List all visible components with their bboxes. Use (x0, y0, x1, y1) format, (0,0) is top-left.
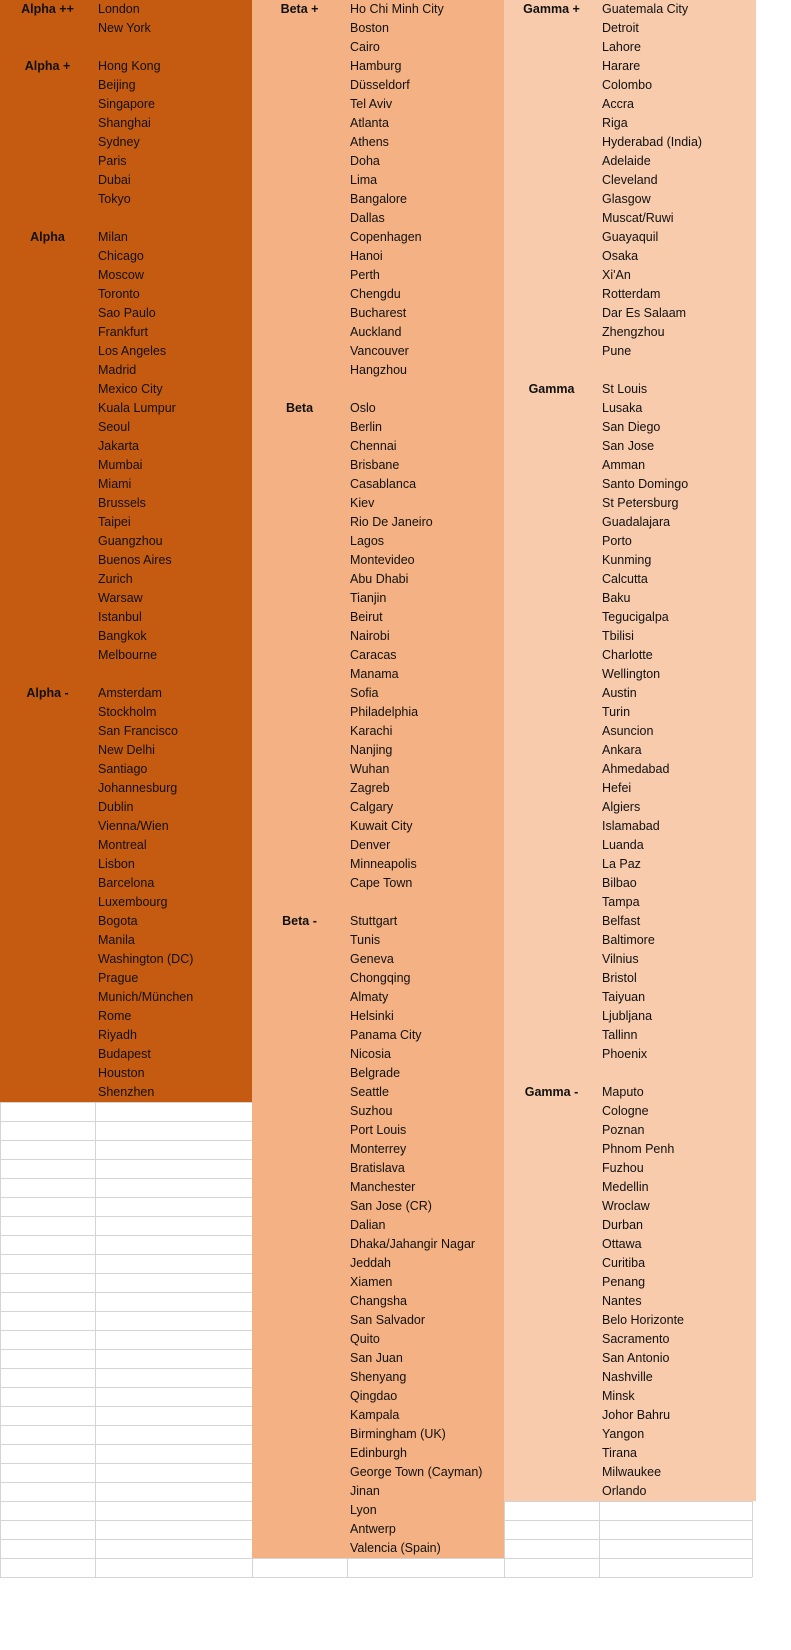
city-cell[interactable]: Toronto (98, 287, 140, 301)
city-cell[interactable]: San Diego (602, 420, 661, 434)
city-cell[interactable]: Orlando (602, 1484, 647, 1498)
city-cell[interactable]: Athens (350, 135, 389, 149)
city-cell[interactable]: Lahore (602, 40, 641, 54)
tier-label-cell[interactable]: Gamma - (524, 1085, 579, 1099)
city-cell[interactable]: Austin (602, 686, 637, 700)
city-cell[interactable]: Dhaka/Jahangir Nagar (350, 1237, 476, 1251)
city-cell[interactable]: Riga (602, 116, 628, 130)
city-cell[interactable]: Buenos Aires (98, 553, 172, 567)
city-cell[interactable]: Belo Horizonte (602, 1313, 684, 1327)
city-cell[interactable]: Minsk (602, 1389, 635, 1403)
city-cell[interactable]: Caracas (350, 648, 397, 662)
city-cell[interactable]: Taipei (98, 515, 131, 529)
city-cell[interactable]: Calgary (350, 800, 394, 814)
city-cell[interactable]: San Jose (602, 439, 655, 453)
city-cell[interactable]: New York (98, 21, 151, 35)
city-cell[interactable]: Washington (DC) (98, 952, 194, 966)
tier-label-cell[interactable]: Alpha (30, 230, 65, 244)
city-cell[interactable]: San Francisco (98, 724, 178, 738)
city-cell[interactable]: Singapore (98, 97, 155, 111)
city-cell[interactable]: Milwaukee (602, 1465, 662, 1479)
city-cell[interactable]: Turin (602, 705, 631, 719)
city-cell[interactable]: Chongqing (350, 971, 411, 985)
city-cell[interactable]: Asuncion (602, 724, 654, 738)
city-cell[interactable]: Dar Es Salaam (602, 306, 687, 320)
city-cell[interactable]: Sao Paulo (98, 306, 156, 320)
city-cell[interactable]: Penang (602, 1275, 646, 1289)
city-cell[interactable]: Nanjing (350, 743, 393, 757)
city-cell[interactable]: Ho Chi Minh City (350, 2, 444, 16)
city-cell[interactable]: Montevideo (350, 553, 415, 567)
city-cell[interactable]: Helsinki (350, 1009, 394, 1023)
city-cell[interactable]: Santiago (98, 762, 148, 776)
city-cell[interactable]: Xi'An (602, 268, 631, 282)
city-cell[interactable]: Rotterdam (602, 287, 661, 301)
city-cell[interactable]: Vilnius (602, 952, 639, 966)
city-cell[interactable]: Lima (350, 173, 378, 187)
city-cell[interactable]: Chengdu (350, 287, 401, 301)
city-cell[interactable]: Taiyuan (602, 990, 646, 1004)
tier-label-cell[interactable]: Gamma + (523, 2, 580, 16)
city-cell[interactable]: Harare (602, 59, 641, 73)
city-cell[interactable]: Philadelphia (350, 705, 419, 719)
city-cell[interactable]: Kiev (350, 496, 375, 510)
city-cell[interactable]: Pune (602, 344, 632, 358)
city-cell[interactable]: Doha (350, 154, 380, 168)
city-cell[interactable]: Charlotte (602, 648, 653, 662)
city-cell[interactable]: Panama City (350, 1028, 422, 1042)
city-cell[interactable]: Calcutta (602, 572, 648, 586)
city-cell[interactable]: Beijing (98, 78, 136, 92)
city-cell[interactable]: Ottawa (602, 1237, 642, 1251)
city-cell[interactable]: Algiers (602, 800, 641, 814)
city-cell[interactable]: Suzhou (350, 1104, 393, 1118)
city-cell[interactable]: Maputo (602, 1085, 644, 1099)
city-cell[interactable]: Mexico City (98, 382, 163, 396)
city-cell[interactable]: Houston (98, 1066, 145, 1080)
city-cell[interactable]: Baltimore (602, 933, 655, 947)
city-cell[interactable]: San Antonio (602, 1351, 670, 1365)
city-cell[interactable]: Porto (602, 534, 632, 548)
city-cell[interactable]: Abu Dhabi (350, 572, 409, 586)
city-cell[interactable]: Rome (98, 1009, 132, 1023)
city-cell[interactable]: Adelaide (602, 154, 651, 168)
city-cell[interactable]: Hyderabad (India) (602, 135, 703, 149)
city-cell[interactable]: Xiamen (350, 1275, 393, 1289)
city-cell[interactable]: Jinan (350, 1484, 380, 1498)
city-cell[interactable]: Frankfurt (98, 325, 149, 339)
city-cell[interactable]: Munich/München (98, 990, 194, 1004)
city-cell[interactable]: Barcelona (98, 876, 155, 890)
city-cell[interactable]: Sydney (98, 135, 140, 149)
city-cell[interactable]: Johor Bahru (602, 1408, 671, 1422)
city-cell[interactable]: Mumbai (98, 458, 143, 472)
city-cell[interactable]: Bangalore (350, 192, 407, 206)
city-cell[interactable]: Almaty (350, 990, 389, 1004)
city-cell[interactable]: Nashville (602, 1370, 653, 1384)
city-cell[interactable]: Glasgow (602, 192, 651, 206)
city-cell[interactable]: Oslo (350, 401, 376, 415)
city-cell[interactable]: Hanoi (350, 249, 383, 263)
city-cell[interactable]: Johannesburg (98, 781, 178, 795)
city-cell[interactable]: Seoul (98, 420, 130, 434)
city-cell[interactable]: Ahmedabad (602, 762, 670, 776)
city-cell[interactable]: Edinburgh (350, 1446, 407, 1460)
city-cell[interactable]: Zagreb (350, 781, 390, 795)
city-cell[interactable]: Bangkok (98, 629, 147, 643)
city-cell[interactable]: Hong Kong (98, 59, 161, 73)
city-cell[interactable]: Durban (602, 1218, 643, 1232)
city-cell[interactable]: Lisbon (98, 857, 135, 871)
city-cell[interactable]: Bucharest (350, 306, 407, 320)
city-cell[interactable]: George Town (Cayman) (350, 1465, 483, 1479)
grid-row-line (0, 1558, 752, 1559)
tier-label-cell[interactable]: Beta (285, 401, 314, 415)
tier-label-cell[interactable]: Beta + (280, 2, 319, 16)
city-cell[interactable]: Auckland (350, 325, 402, 339)
city-cell[interactable]: Tegucigalpa (602, 610, 669, 624)
city-cell[interactable]: San Jose (CR) (350, 1199, 432, 1213)
city-cell[interactable]: Sofia (350, 686, 379, 700)
city-cell[interactable]: Qingdao (350, 1389, 398, 1403)
city-cell[interactable]: Dalian (350, 1218, 386, 1232)
city-cell[interactable]: Warsaw (98, 591, 143, 605)
city-cell[interactable]: Cleveland (602, 173, 658, 187)
city-cell[interactable]: Bristol (602, 971, 637, 985)
city-cell[interactable]: Beirut (350, 610, 383, 624)
city-cell[interactable]: Brussels (98, 496, 146, 510)
city-cell[interactable]: Minneapolis (350, 857, 417, 871)
city-cell[interactable]: La Paz (602, 857, 641, 871)
city-cell[interactable]: Nantes (602, 1294, 642, 1308)
grid-row-line (0, 1577, 752, 1578)
city-cell[interactable]: Tbilisi (602, 629, 634, 643)
city-cell[interactable]: Cape Town (350, 876, 413, 890)
city-cell[interactable]: Accra (602, 97, 634, 111)
city-cell[interactable]: Changsha (350, 1294, 407, 1308)
city-cell[interactable]: Muscat/Ruwi (602, 211, 674, 225)
city-cell[interactable]: Colombo (602, 78, 653, 92)
city-cell[interactable]: Cairo (350, 40, 380, 54)
city-cell[interactable]: Antwerp (350, 1522, 396, 1536)
city-cell[interactable]: Phnom Penh (602, 1142, 675, 1156)
city-cell[interactable]: Geneva (350, 952, 394, 966)
city-cell[interactable]: Belgrade (350, 1066, 401, 1080)
city-cell[interactable]: St Petersburg (602, 496, 679, 510)
city-cell[interactable]: Prague (98, 971, 139, 985)
city-cell[interactable]: Dallas (350, 211, 385, 225)
city-cell[interactable]: Düsseldorf (350, 78, 410, 92)
city-cell[interactable]: Lyon (350, 1503, 377, 1517)
city-cell[interactable]: Medellin (602, 1180, 649, 1194)
city-cell[interactable]: New Delhi (98, 743, 155, 757)
city-cell[interactable]: Dublin (98, 800, 134, 814)
city-cell[interactable]: Copenhagen (350, 230, 422, 244)
city-cell[interactable]: Curitiba (602, 1256, 646, 1270)
city-cell[interactable]: Berlin (350, 420, 382, 434)
city-cell[interactable]: Santo Domingo (602, 477, 689, 491)
city-cell[interactable]: Tel Aviv (350, 97, 393, 111)
city-cell[interactable]: Kuala Lumpur (98, 401, 176, 415)
city-cell[interactable]: Luxembourg (98, 895, 168, 909)
city-cell[interactable]: Nicosia (350, 1047, 391, 1061)
city-cell[interactable]: Tokyo (98, 192, 131, 206)
city-cell[interactable]: Guayaquil (602, 230, 659, 244)
city-cell[interactable]: Lagos (350, 534, 385, 548)
city-cell[interactable]: Phoenix (602, 1047, 648, 1061)
city-cell[interactable]: Lusaka (602, 401, 643, 415)
city-cell[interactable]: Bogota (98, 914, 138, 928)
city-cell[interactable]: Guangzhou (98, 534, 163, 548)
city-cell[interactable]: Shanghai (98, 116, 151, 130)
city-cell[interactable]: Baku (602, 591, 631, 605)
city-cell[interactable]: Hamburg (350, 59, 402, 73)
city-cell[interactable]: Birmingham (UK) (350, 1427, 446, 1441)
city-cell[interactable]: Bilbao (602, 876, 637, 890)
city-cell[interactable]: Atlanta (350, 116, 389, 130)
city-cell[interactable]: Tirana (602, 1446, 637, 1460)
city-cell[interactable]: London (98, 2, 140, 16)
city-cell[interactable]: Belfast (602, 914, 641, 928)
city-cell[interactable]: Wellington (602, 667, 661, 681)
city-cell[interactable]: Port Louis (350, 1123, 407, 1137)
city-cell[interactable]: Fuzhou (602, 1161, 644, 1175)
city-cell[interactable]: Los Angeles (98, 344, 167, 358)
city-cell[interactable]: Osaka (602, 249, 639, 263)
city-cell[interactable]: Poznan (602, 1123, 645, 1137)
city-cell[interactable]: Vienna/Wien (98, 819, 169, 833)
city-cell[interactable]: Stuttgart (350, 914, 398, 928)
city-cell[interactable]: Moscow (98, 268, 144, 282)
city-cell[interactable]: Montreal (98, 838, 147, 852)
city-cell[interactable]: Chicago (98, 249, 144, 263)
city-cell[interactable]: Jeddah (350, 1256, 392, 1270)
city-cell[interactable]: Dubai (98, 173, 131, 187)
city-cell[interactable]: Quito (350, 1332, 380, 1346)
tier-label-cell[interactable]: Alpha + (24, 59, 71, 73)
city-cell[interactable]: Rio De Janeiro (350, 515, 433, 529)
city-cell[interactable]: Sacramento (602, 1332, 670, 1346)
city-cell[interactable]: Budapest (98, 1047, 151, 1061)
city-cell[interactable]: Wroclaw (602, 1199, 650, 1213)
city-cell[interactable]: Bratislava (350, 1161, 405, 1175)
city-cell[interactable]: Amman (602, 458, 646, 472)
city-cell[interactable]: Tunis (350, 933, 381, 947)
city-cell[interactable]: Shenzhen (98, 1085, 155, 1099)
city-cell[interactable]: Chennai (350, 439, 397, 453)
tier-label-cell[interactable]: Gamma (528, 382, 575, 396)
city-cell[interactable]: Kampala (350, 1408, 400, 1422)
city-cell[interactable]: Karachi (350, 724, 393, 738)
city-cell[interactable]: St Louis (602, 382, 648, 396)
city-cell[interactable]: Islamabad (602, 819, 660, 833)
tier-label-cell[interactable]: Beta - (282, 914, 317, 928)
city-cell[interactable]: Jakarta (98, 439, 139, 453)
city-cell[interactable]: Tallinn (602, 1028, 638, 1042)
city-cell[interactable]: Hefei (602, 781, 632, 795)
city-cell[interactable]: Manchester (350, 1180, 416, 1194)
city-cell[interactable]: Melbourne (98, 648, 158, 662)
city-cell[interactable]: Brisbane (350, 458, 400, 472)
city-cell[interactable]: Paris (98, 154, 127, 168)
city-cell[interactable]: Hangzhou (350, 363, 407, 377)
city-cell[interactable]: Detroit (602, 21, 639, 35)
city-cell[interactable]: Manama (350, 667, 399, 681)
city-cell[interactable]: Kuwait City (350, 819, 413, 833)
city-cell[interactable]: Tampa (602, 895, 640, 909)
city-cell[interactable]: San Salvador (350, 1313, 426, 1327)
city-cell[interactable]: Shenyang (350, 1370, 407, 1384)
city-cell[interactable]: Perth (350, 268, 380, 282)
tier-label-cell[interactable]: Alpha - (26, 686, 69, 700)
city-cell[interactable]: Vancouver (350, 344, 409, 358)
city-cell[interactable]: Seattle (350, 1085, 389, 1099)
city-cell[interactable]: Nairobi (350, 629, 390, 643)
city-cell[interactable]: Miami (98, 477, 132, 491)
city-cell[interactable]: Zurich (98, 572, 133, 586)
city-cell[interactable]: Guadalajara (602, 515, 671, 529)
city-cell[interactable]: Monterrey (350, 1142, 407, 1156)
city-cell[interactable]: Cologne (602, 1104, 649, 1118)
city-cell[interactable]: Boston (350, 21, 389, 35)
city-cell[interactable]: Manila (98, 933, 135, 947)
city-cell[interactable]: Casablanca (350, 477, 417, 491)
city-cell[interactable]: Amsterdam (98, 686, 162, 700)
city-cell[interactable]: Wuhan (350, 762, 390, 776)
tier-label-cell[interactable]: Alpha ++ (21, 2, 74, 16)
city-cell[interactable]: Madrid (98, 363, 137, 377)
city-cell[interactable]: Ankara (602, 743, 642, 757)
city-cell[interactable]: Denver (350, 838, 391, 852)
city-cell[interactable]: Zhengzhou (602, 325, 665, 339)
city-cell[interactable]: Tianjin (350, 591, 387, 605)
city-cell[interactable]: Ljubljana (602, 1009, 653, 1023)
city-cell[interactable]: Stockholm (98, 705, 157, 719)
city-cell[interactable]: Riyadh (98, 1028, 137, 1042)
city-cell[interactable]: Milan (98, 230, 128, 244)
city-cell[interactable]: Valencia (Spain) (350, 1541, 441, 1555)
city-cell[interactable]: Luanda (602, 838, 644, 852)
city-cell[interactable]: Guatemala City (602, 2, 689, 16)
city-cell[interactable]: San Juan (350, 1351, 403, 1365)
city-cell[interactable]: Istanbul (98, 610, 142, 624)
city-cell[interactable]: Kunming (602, 553, 652, 567)
city-cell[interactable]: Yangon (602, 1427, 645, 1441)
